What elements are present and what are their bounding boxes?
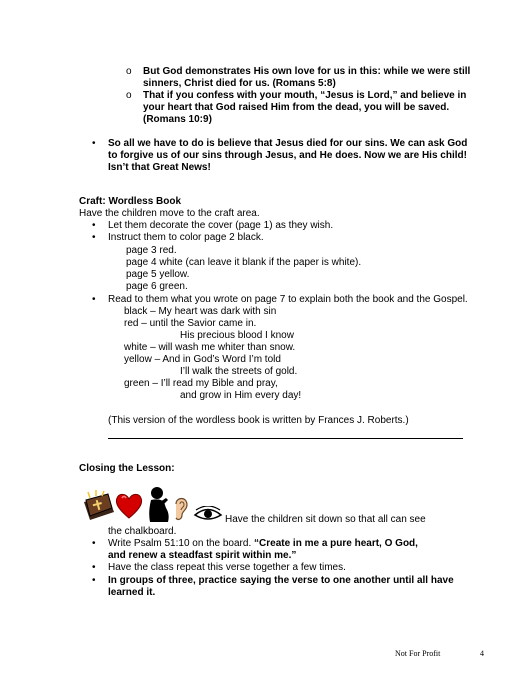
craft-bullet-3: Read to them what you wrote on page 7 to explain both the book and the Gospel. (108, 294, 468, 305)
sub-item-1-line-2: sinners, Christ died for us. (Romans 5:8) (143, 78, 336, 89)
poem-line: His precious blood I know (180, 330, 294, 341)
craft-intro: Have the children move to the craft area. (79, 208, 260, 219)
sub-item-1-line-1: But God demonstrates His own love for us in this: while we were still (143, 66, 471, 77)
poem-line: red – until the Savior came in. (124, 318, 257, 329)
page-color-line: page 4 white (can leave it blank if the paper is white). (126, 257, 362, 268)
circle-bullet: o (126, 66, 132, 77)
sub-item-2-line-3: (Romans 10:9) (143, 114, 212, 125)
page-color-line: page 6 green. (126, 281, 188, 292)
craft-heading: Craft: Wordless Book (79, 196, 182, 207)
poem-line: black – My heart was dark with sin (124, 306, 277, 317)
bullet: • (92, 232, 96, 243)
closing-intro-line-1: Have the children sit down so that all can see (225, 514, 426, 525)
poem-line: green – I’ll read my Bible and pray, (124, 378, 278, 389)
circle-bullet: o (126, 90, 132, 101)
write-instruction (108, 538, 418, 550)
sub-item-2-line-1: That if you confess with your mouth, “Jesus is Lord,” and believe in (143, 90, 467, 101)
praying-child-icon (146, 486, 172, 524)
divider-line (108, 438, 463, 439)
verse-line-2: and renew a steadfast spirit within me.” (108, 550, 297, 561)
gospel-line-3: Isn’t that Great News! (108, 162, 211, 173)
footer-label: Not For Profit (395, 649, 441, 658)
page-color-line: page 3 red. (126, 245, 177, 256)
sub-item-2-line-2: your heart that God raised Him from the dead, you will be saved. (143, 102, 450, 113)
repeat-instruction: Have the class repeat this verse together a few times. (108, 562, 346, 573)
heart-icon (114, 492, 144, 520)
poem-line: white – will wash me whiter than snow. (124, 342, 296, 353)
bullet: • (92, 575, 96, 586)
bullet: • (92, 220, 96, 231)
bullet: • (92, 562, 96, 573)
write-prefix: Write Psalm 51:10 on the board. (108, 538, 255, 549)
bullet: • (92, 538, 96, 549)
eye-icon (193, 506, 223, 522)
groups-line-1: In groups of three, practice saying the verse to one another until all have (108, 575, 454, 586)
verse-line-1: “Create in me a pure heart, O God, (254, 538, 418, 549)
gospel-line-2: to forgive us of our sins through Jesus, and He does. Now we are His child! (108, 150, 467, 161)
bible-icon (80, 490, 116, 524)
bullet: • (92, 294, 96, 305)
ear-icon (172, 494, 190, 522)
closing-heading: Closing the Lesson: (79, 463, 175, 474)
page-color-line: page 5 yellow. (126, 269, 190, 280)
attribution: (This version of the wordless book is written by Frances J. Roberts.) (108, 415, 409, 426)
craft-bullet-1: Let them decorate the cover (page 1) as they wish. (108, 220, 334, 231)
poem-line: yellow – And in God’s Word I’m told (124, 354, 281, 365)
closing-intro-line-2: the chalkboard. (108, 526, 177, 537)
poem-line: and grow in Him every day! (180, 390, 302, 401)
poem-line: I’ll walk the streets of gold. (180, 366, 298, 377)
craft-bullet-2: Instruct them to color page 2 black. (108, 232, 264, 243)
groups-line-2: learned it. (108, 587, 156, 598)
page-number: 4 (480, 649, 484, 658)
gospel-line-1: So all we have to do is believe that Jesus died for our sins. We can ask God (108, 138, 468, 149)
bullet: • (92, 138, 96, 149)
